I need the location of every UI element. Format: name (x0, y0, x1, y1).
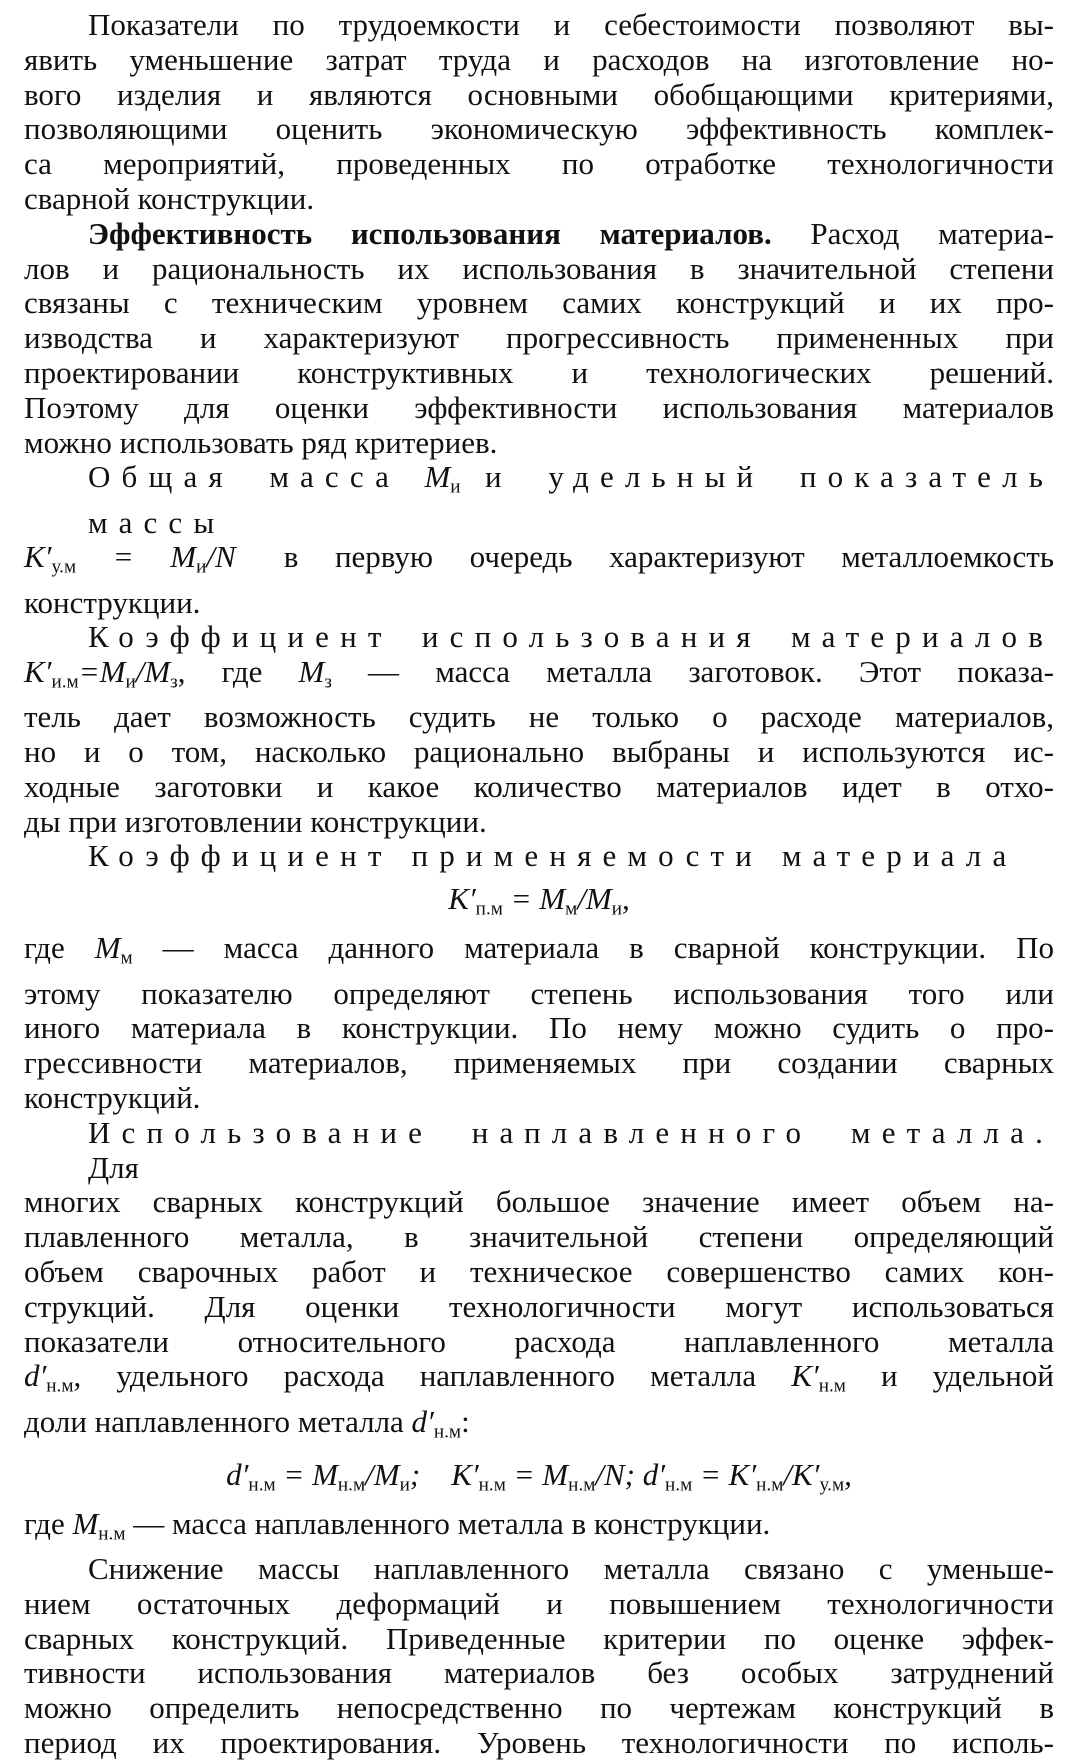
math-sub: и (450, 476, 461, 498)
text-line: нием остаточных деформаций и повышением технологичности (24, 1585, 1054, 1621)
text-line (24, 540, 1054, 585)
text-line (24, 1405, 1054, 1450)
text-line: этому показателю определяют степень использования того или (24, 975, 1054, 1011)
text-line (24, 1359, 1054, 1404)
math-var: d′ (226, 1456, 249, 1492)
text-line: са мероприятий, проведенных по отработке технологичности (24, 146, 1054, 182)
math-sub: н.м (478, 1474, 506, 1496)
term-spaced: материалов (791, 619, 1054, 655)
math-sub: н.м (568, 1474, 596, 1496)
text-line: связаны с техническим уровнем самих конструкций и их про- (24, 285, 1054, 321)
text-fragment: — масса данного материала в сварной конструкции. По (132, 930, 1054, 966)
math-var: =M (78, 654, 126, 690)
text-line: позволяющими оценить экономическую эффективность комплек- (24, 111, 1054, 147)
text-line (24, 1507, 1054, 1552)
text-fragment: Для (88, 1149, 139, 1185)
math-sub: н.м (98, 1523, 126, 1545)
math-sub: н.м (46, 1375, 74, 1397)
text-line: грессивности материалов, применяемых при создании сварных (24, 1045, 1054, 1081)
paragraph-utilization-coefficient (24, 620, 1054, 839)
math-sub: и (196, 556, 207, 578)
text-fragment: где (24, 1505, 73, 1541)
math-sub: и (125, 671, 136, 693)
text-line (24, 839, 1054, 874)
paragraph-labor-cost (24, 8, 1054, 217)
math-var: /N (206, 539, 236, 575)
text-line: но и о том, насколько рационально выбраны и используются ис- (24, 734, 1054, 770)
math-var: = M (275, 1456, 338, 1492)
text-line: плавленного металла, в значительной степени определяющий (24, 1219, 1054, 1255)
math-var: K′ (451, 1456, 479, 1492)
text-line: сварной конструкции. (24, 180, 315, 216)
text-line: период их проектирования. Уровень технологичности по исполь- (24, 1725, 1054, 1761)
math-sub: з (170, 671, 178, 693)
text-line: сварных конструкций. Приведенные критерии по оценке эффек- (24, 1620, 1054, 1656)
math-sub: н.м (248, 1474, 276, 1496)
math-var: = M (76, 539, 197, 575)
text-line: явить уменьшение затрат труда и расходов на изготовление но- (24, 41, 1054, 77)
text-line: струкций. Для оценки технологичности могут использоваться (24, 1288, 1054, 1324)
math-sub: н.м (433, 1420, 462, 1442)
text-line: можно использовать ряд критериев. (24, 424, 498, 460)
formula-deposited-metal (24, 1458, 1054, 1503)
paragraph-deposited-formulas (24, 1458, 1054, 1552)
math-sub: у.м (51, 556, 77, 578)
math-var: d′ (24, 1358, 47, 1394)
math-sub: н.м (818, 1375, 846, 1397)
document-page (24, 8, 1054, 1761)
term-spaced: Коэффициент применяемости материала (88, 838, 1018, 874)
text-fragment: , удельного расхода наплавленного металла (73, 1358, 792, 1394)
math-var: M (94, 930, 121, 966)
math-var: = M (505, 1456, 569, 1492)
math-var: K′ (448, 881, 476, 917)
math-var: /M (135, 654, 171, 690)
math-var: = K′ (692, 1456, 757, 1492)
term-spaced: использования (421, 619, 762, 655)
text-line: проектировании конструктивных и технологических решений. (24, 354, 1054, 390)
math-sub: з (324, 671, 332, 693)
text-fragment: в первую очередь характеризуют металлоемкость (283, 539, 1054, 575)
paragraph-deposited-metal (24, 1116, 1054, 1450)
math-sub: и (399, 1474, 410, 1496)
math-sub: у.м (819, 1474, 845, 1496)
text-line: показатели относительного расхода наплавленного металла (24, 1323, 1054, 1359)
text-line: ходные заготовки и какое количество материалов идет в отхо- (24, 768, 1054, 804)
math-var: M (298, 654, 325, 690)
text-line (24, 931, 1054, 976)
math-var: /N; (595, 1456, 643, 1492)
math-var: /M (365, 1456, 400, 1492)
math-sub: п.м (475, 898, 503, 920)
text-line (24, 620, 1054, 655)
text-fragment: Расход материа- (771, 215, 1054, 251)
text-line: многих сварных конструкций большое значение имеет объем на- (24, 1184, 1054, 1220)
text-line: вого изделия и являются основными обобщающими критериями, (24, 76, 1054, 112)
math-sub: н.м (337, 1474, 366, 1496)
section-heading: Эффективность использования материалов. (88, 215, 772, 251)
text-line: конструкции. (24, 584, 201, 620)
text-fragment: и удельной (845, 1358, 1054, 1394)
math-sub: м (565, 898, 578, 920)
text-fragment: , где (177, 654, 299, 690)
text-line: Показатели по трудоемкости и себестоимости позволяют вы- (88, 7, 1054, 42)
text-line (24, 217, 1054, 252)
math-sub: н.м (665, 1474, 693, 1496)
text-line: лов и рациональность их использования в значительной степени (24, 250, 1054, 286)
math-var: d′ (411, 1403, 434, 1439)
math-var: = M (502, 881, 566, 917)
math-sub: и.м (51, 671, 79, 693)
term-spaced: Общая масса (88, 459, 401, 495)
text-line (24, 1116, 1054, 1186)
math-var: K′ (24, 654, 52, 690)
math-sub: н.м (756, 1474, 784, 1496)
text-fragment: : (461, 1403, 470, 1439)
math-var: , (844, 1456, 852, 1492)
math-var: , (622, 881, 630, 917)
text-line: Снижение массы наплавленного металла связано с уменьше- (88, 1551, 1054, 1587)
text-fragment: — масса металла заготовок. Этот показа- (331, 654, 1055, 690)
math-var: d′ (642, 1456, 666, 1492)
paragraph-material-efficiency (24, 217, 1054, 461)
paragraph-mass-reduction (24, 1552, 1054, 1761)
formula-applicability (24, 882, 1054, 927)
text-line (24, 460, 1054, 540)
text-line (24, 655, 1054, 700)
text-line: ды при изготовлении конструкции. (24, 803, 487, 839)
text-line: объем сварочных работ и техническое совершенство самих кон- (24, 1253, 1054, 1289)
paragraph-applicability-coefficient (24, 839, 1054, 1115)
text-line: изводства и характеризуют прогрессивность примененных при (24, 320, 1054, 356)
text-line: конструкций. (24, 1079, 201, 1115)
math-var: M (424, 459, 451, 495)
math-var: ; (409, 1456, 421, 1492)
text-line: тель дает возможность судить не только о расходе материалов, (24, 699, 1054, 735)
math-var: K′ (24, 539, 52, 575)
text-fragment: где (24, 930, 95, 966)
term-spaced: Использование наплавленного металла. (88, 1114, 1054, 1150)
term-spaced: и удельный показатель массы (88, 459, 1055, 540)
math-var: /M (577, 881, 612, 917)
text-line: Поэтому для оценки эффективности использования материалов (24, 389, 1054, 425)
math-var: M (72, 1505, 99, 1541)
math-sub: м (120, 947, 133, 969)
math-sub: и (611, 898, 623, 920)
paragraph-total-mass (24, 460, 1054, 620)
text-line: можно определить непосредственно по чертежам конструкций в (24, 1690, 1054, 1726)
term-spaced: Коэффициент (88, 619, 393, 655)
math-var: /K′ (783, 1456, 820, 1492)
math-var: K′ (791, 1358, 819, 1394)
text-fragment: — масса наплавленного металла в конструкции. (125, 1505, 771, 1541)
text-line: иного материала в конструкции. По нему можно судить о про- (24, 1010, 1054, 1046)
text-fragment: доли наплавленного металла (24, 1403, 412, 1439)
text-line: тивности использования материалов без особых затруднений (24, 1655, 1054, 1691)
